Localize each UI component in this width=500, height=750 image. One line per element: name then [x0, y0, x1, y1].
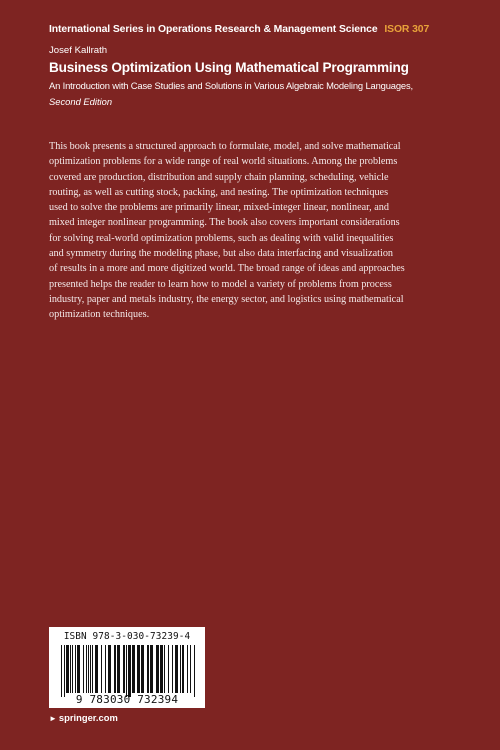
barcode-bar: [172, 645, 173, 693]
description-line: presented helps the reader to learn how to model a variety of problems from process: [49, 278, 392, 290]
publisher-url: [49, 712, 118, 723]
barcode-bar: [164, 645, 165, 693]
barcode-bar: [147, 645, 149, 693]
book-subtitle: An Introduction with Case Studies and Solutions in Various Algebraic Modeling Languages,: [49, 80, 413, 91]
barcode-bar: [114, 645, 116, 693]
series-name: International Series in Operations Research & Management Science: [49, 24, 378, 35]
barcode-bar: [194, 645, 195, 697]
description-line: and symmetry during the modeling phase, but also data interfacing and visualization: [49, 248, 394, 260]
barcode-bar: [105, 645, 106, 693]
barcode-bar: [86, 645, 87, 693]
barcode-bar: [150, 645, 153, 693]
barcode-bar: [95, 645, 98, 693]
description-line: This book presents a structured approach to formulate, model, and solve mathematical: [49, 141, 401, 152]
author-name: Josef Kallrath: [49, 45, 108, 56]
barcode-bar: [90, 645, 91, 693]
series-number: ISOR 307: [384, 24, 430, 35]
barcode-bar: [137, 645, 140, 693]
barcode-bar: [88, 645, 89, 693]
barcode-bar: [77, 645, 80, 693]
description-line: routing, as well as cutting stock, packing, and nesting. The optimization techniques: [49, 186, 389, 198]
isbn-label: ISBN 978-3-030-73239-4: [63, 631, 191, 642]
description-line: industry, paper and metals industry, the energy sector, and logistics using mathematical: [49, 293, 404, 305]
series-header: [49, 24, 429, 35]
barcode-bar: [160, 645, 163, 693]
barcode-bar: [64, 645, 65, 697]
barcode-bar: [117, 645, 120, 693]
description-line: for solving real-world optimization problems, such as dealing with valid inequalities: [49, 232, 394, 244]
description-line: optimization techniques.: [49, 309, 150, 321]
barcode-bar: [61, 645, 62, 697]
barcode-bar: [182, 645, 184, 693]
barcode-bar: [108, 645, 111, 693]
description-line: optimization problems for a wide range of real world situations. Among the problems: [49, 156, 398, 168]
barcode-bar: [128, 645, 131, 697]
isbn-barcode: [49, 627, 205, 708]
barcode-bar: [72, 645, 73, 693]
barcode-bar: [190, 645, 191, 693]
description-line: covered are production, distribution and supply chain planning, scheduling, vehicle: [49, 171, 389, 183]
barcode-bar: [101, 645, 102, 693]
arrow-right-icon: ►: [49, 714, 57, 723]
barcode-bar: [156, 645, 159, 693]
barcode-bar: [123, 645, 125, 693]
book-description: [49, 139, 459, 323]
publisher-url-text: springer.com: [58, 712, 118, 723]
barcode-digits: 9 783030 732394: [75, 693, 179, 706]
barcode-bar: [126, 645, 127, 697]
description-line: used to solve the problems are primarily linear, mixed-integer linear, nonlinear, and: [49, 202, 389, 214]
barcode-bar: [75, 645, 76, 693]
barcode-bar: [66, 645, 69, 693]
barcode-bar: [187, 645, 188, 693]
barcode-bar: [141, 645, 144, 693]
barcode-bar: [70, 645, 71, 693]
barcode-bar: [92, 645, 93, 693]
book-edition: Second Edition: [49, 96, 113, 107]
barcode-bar: [168, 645, 169, 693]
description-line: mixed integer nonlinear programming. The book also covers important considerations: [49, 217, 400, 229]
barcode-bar: [83, 645, 84, 693]
barcode-bar: [175, 645, 178, 693]
barcode-bar: [180, 645, 181, 693]
barcode-bar: [132, 645, 135, 693]
book-title: Business Optimization Using Mathematical Programming: [49, 60, 409, 75]
description-line: of results in a more and more digitized world. The broad range of ideas and approaches: [49, 263, 405, 275]
